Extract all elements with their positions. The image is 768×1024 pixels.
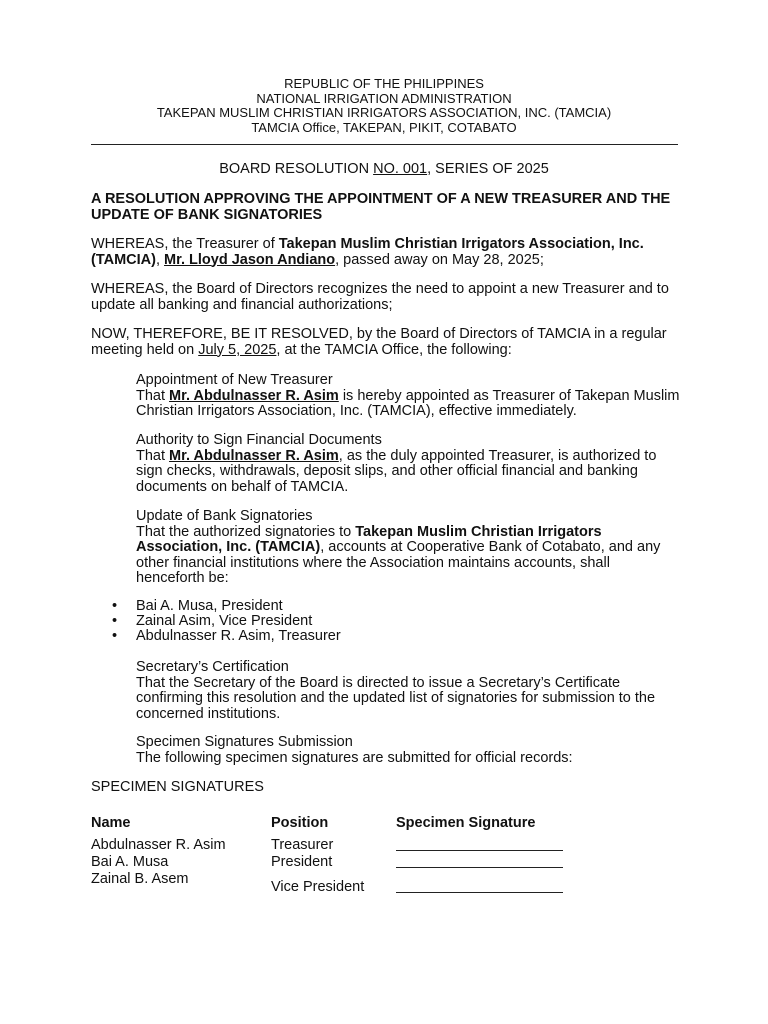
- resolution-number: NO. 001: [373, 161, 428, 177]
- section-specimen-submission: [136, 735, 681, 766]
- section-authority-text-b: , as the duly appointed Treasurer, is authorized to sign checks, withdrawals, deposit slips, and other official financial and banking documents on behalf of TAMCIA.: [136, 447, 657, 495]
- section-authority: [136, 433, 681, 495]
- whereas-1-text-b: , passed away on May 28, 2025;: [335, 251, 544, 268]
- signatory-name: Zainal B. Asem: [91, 871, 189, 887]
- section-appointment-title: Appointment of New Treasurer: [136, 372, 333, 388]
- header-divider: [91, 144, 678, 145]
- section-bank-text-b: , accounts at Cooperative Bank of Cotabato, and any other financial institutions where the Association maintains accounts, shall henceforth be:: [136, 539, 661, 586]
- letterhead: [91, 77, 677, 135]
- whereas-1-org: Takepan Muslim Christian Irrigators Association, Inc. (TAMCIA): [91, 236, 644, 268]
- resolved-paragraph: [91, 327, 679, 358]
- signatory-position: Vice President: [271, 879, 365, 895]
- section-secretary-certification: [136, 660, 681, 722]
- section-authority-text-a: That: [136, 447, 170, 464]
- section-authority-title: Authority to Sign Financial Documents: [136, 432, 382, 448]
- letterhead-line-1: REPUBLIC OF THE PHILIPPINES: [284, 76, 484, 91]
- signatory-position: Treasurer: [271, 837, 334, 853]
- whereas-paragraph-1: [91, 237, 679, 268]
- column-header-position: Position: [271, 815, 329, 831]
- section-appointment-text-b: is hereby appointed as Treasurer of Takepan Muslim Christian Irrigators Association, Inc. (TAMCIA), effective immediately.: [136, 387, 680, 419]
- signature-line: [396, 853, 563, 872]
- section-specimen-title: Specimen Signatures Submission: [136, 734, 353, 750]
- letterhead-line-3: TAKEPAN MUSLIM CHRISTIAN IRRIGATORS ASSOCIATION, INC. (TAMCIA): [156, 105, 612, 120]
- list-item: • Zainal Asim, Vice President: [91, 614, 491, 629]
- resolution-title: [91, 160, 677, 178]
- whereas-paragraph-2: WHEREAS, the Board of Directors recognizes the need to appoint a new Treasurer and to update all banking and financial authorizations;: [91, 281, 669, 313]
- title-suffix: , SERIES OF 2025: [427, 161, 549, 177]
- section-appointment-text-a: That: [136, 387, 170, 404]
- title-prefix: BOARD RESOLUTION: [219, 161, 374, 177]
- letterhead-line-2: NATIONAL IRRIGATION ADMINISTRATION: [256, 90, 512, 106]
- letterhead-line-4: TAMCIA Office, TAKEPAN, PIKIT, COTABATO: [251, 119, 517, 135]
- list-item: • Abdulnasser R. Asim, Treasurer: [91, 629, 491, 644]
- whereas-1-text-a: WHEREAS, the Treasurer of: [91, 236, 279, 252]
- section-appointment-body: [136, 389, 681, 420]
- section-bank-signatories: [136, 509, 681, 587]
- section-specimen-body: The following specimen signatures are submitted for official records:: [136, 749, 573, 766]
- signatory-name: Abdulnasser R. Asim: [91, 837, 226, 853]
- section-bank-text-a: That the authorized signatories to: [136, 523, 356, 540]
- signatory-name: Bai A. Musa: [91, 854, 169, 870]
- resolution-heading: A RESOLUTION APPROVING THE APPOINTMENT OF A NEW TREASURER AND THE UPDATE OF BANK SIGNATORIES: [91, 191, 671, 223]
- section-bank-org: Takepan Muslim Christian Irrigators Association, Inc. (TAMCIA): [136, 523, 602, 555]
- section-bank-title: Update of Bank Signatories: [136, 508, 313, 524]
- signatory-position: President: [271, 854, 333, 870]
- resolved-text-b: , at the TAMCIA Office, the following:: [276, 341, 512, 358]
- list-item: • Bai A. Musa, President: [91, 599, 491, 614]
- resolved-text-a: NOW, THEREFORE, BE IT RESOLVED, by the Board of Directors of TAMCIA in a regular meeting held on: [91, 326, 667, 358]
- meeting-date: July 5, 2025: [198, 341, 277, 358]
- section-secretary-title: Secretary’s Certification: [136, 659, 289, 675]
- specimen-heading: SPECIMEN SIGNATURES: [91, 779, 264, 795]
- signature-line: [396, 878, 563, 897]
- whereas-1-name: Mr. Lloyd Jason Andiano: [164, 251, 336, 268]
- whereas-1-sep: ,: [155, 251, 165, 268]
- section-appointment: [136, 373, 681, 420]
- authorized-name: Mr. Abdulnasser R. Asim: [169, 447, 339, 464]
- appointee-name: Mr. Abdulnasser R. Asim: [169, 387, 339, 404]
- column-header-name: Name: [91, 815, 131, 831]
- section-authority-body: [136, 449, 681, 496]
- section-bank-body: [136, 525, 681, 587]
- signatories-list: [91, 599, 491, 644]
- column-header-signature: Specimen Signature: [396, 815, 536, 831]
- section-secretary-body: That the Secretary of the Board is directed to issue a Secretary’s Certificate confirming this resolution and the updated list of signatories for submission to the concerned institutions.: [136, 674, 656, 722]
